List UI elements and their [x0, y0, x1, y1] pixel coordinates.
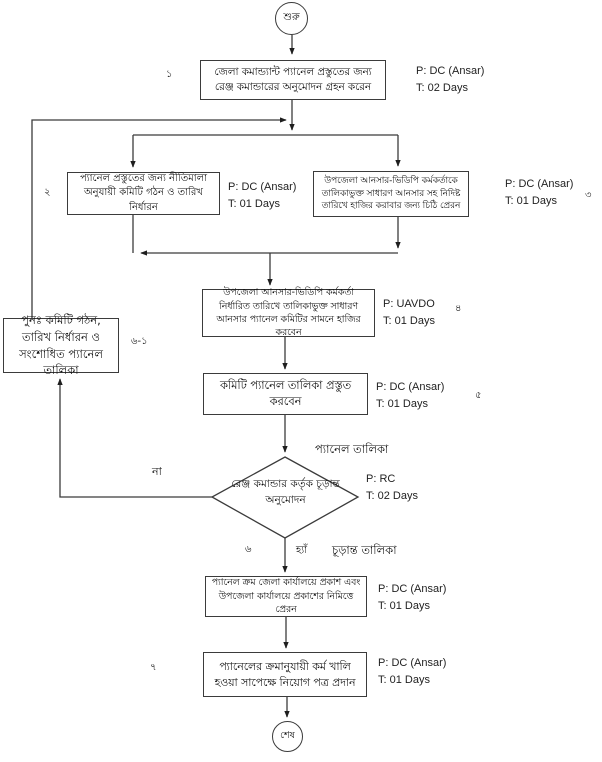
process-step-7-text: প্যানেলের ক্রমানুযায়ী কর্ম খালি হওয়া সাপেক্ষে নিয়োগ পত্র প্রদান	[214, 659, 356, 689]
step-7-number: ৭	[150, 662, 157, 673]
rework-step	[3, 313, 119, 378]
decision-yes-label: হ্যাঁ	[296, 545, 308, 556]
decision-no-label: না	[152, 465, 162, 478]
step-7-annotation	[378, 655, 446, 688]
decision-performer: P: RC	[366, 473, 396, 485]
process-step-6	[205, 576, 367, 617]
step-4-number: ৪	[455, 303, 462, 314]
step-1-number: ১	[166, 69, 173, 80]
step-3-time: T: 01 Days	[505, 194, 557, 207]
step-5-number: ৫	[475, 390, 482, 401]
end-terminator	[272, 721, 303, 752]
step-6-performer: P: DC (Ansar)	[378, 583, 447, 595]
decision-text: রেঞ্জ কমান্ডার কর্তৃক চূড়ান্ত অনুমোদন	[231, 478, 340, 506]
end-label: শেষ	[280, 730, 295, 741]
step-6-annotation	[378, 581, 446, 614]
process-step-6-text: প্যানেল ক্রম জেলা কার্যালয়ে প্রকাশ এবং উপজেলা কার্যালয়ে প্রকাশের নিমিত্তে প্রেরন	[211, 577, 361, 616]
step-3-number: ৩	[585, 190, 592, 201]
decision-input-label: প্যানেল তালিকা	[315, 442, 389, 456]
process-step-7	[203, 652, 367, 697]
step-7-time: T: 01 Days	[378, 673, 430, 686]
step-6-time: T: 01 Days	[378, 599, 430, 612]
process-step-5-text: কমিটি প্যানেল তালিকা প্রস্তুত করবেন	[219, 378, 352, 408]
decision-number: ৬	[245, 544, 252, 555]
step-4-time: T: 01 Days	[383, 314, 435, 327]
step-1-time: T: 02 Days	[416, 81, 468, 94]
process-step-4	[202, 289, 375, 337]
step-5-annotation	[376, 379, 444, 412]
step-3-annotation	[505, 176, 573, 209]
process-step-4-text: উপজেলা আনসার-ভিডিপি কর্মকর্তা নির্ধারিত তারিখে তালিকাভুক্ত সাধারণ আনসার প্যানেল কমিটির সামনে হাজির করবেন	[216, 287, 361, 339]
step-2-number: ২	[44, 187, 51, 198]
rework-step-number: ৬-১	[131, 336, 148, 347]
step-1-performer: P: DC (Ansar)	[416, 65, 485, 77]
step-5-performer: P: DC (Ansar)	[376, 381, 445, 393]
decision-annotation	[366, 471, 418, 504]
process-step-3-text: উপজেলা আনসার-ভিডিপি কর্মকর্তাকে তালিকাভুক্ত সাধারণ আনসার সহ নিদিষ্ট তারিখে হাজির করাবার জন্য চিঠি প্রেরন	[321, 175, 461, 212]
decision-time: T: 02 Days	[366, 489, 418, 502]
process-step-1-text: জেলা কমান্ড্যান্ট প্যানেল প্রস্তুতের জন্য রেঞ্জ কমান্ডারের অনুমোদন গ্রহন করেন	[214, 66, 372, 93]
process-step-2-text: প্যানেল প্রস্তুতের জন্য নীতিমালা অনুযায়ী কমিটি গঠন ও তারিখ নির্ধারন	[79, 172, 208, 213]
process-step-1	[200, 60, 386, 100]
rework-step-text: পুনঃ কমিটি গঠন, তারিখ নির্ধারন ও সংশোধিত প্যানেল তালিকা	[19, 313, 103, 378]
decision-output-label: চূড়ান্ত তালিকা	[332, 543, 397, 557]
step-2-performer: P: DC (Ansar)	[228, 181, 297, 193]
start-terminator	[275, 2, 308, 35]
step-7-performer: P: DC (Ansar)	[378, 657, 447, 669]
process-step-3	[313, 171, 469, 217]
process-step-5	[203, 373, 368, 415]
step-3-performer: P: DC (Ansar)	[505, 178, 574, 190]
step-2-annotation	[228, 179, 296, 212]
connector-no-path	[60, 379, 212, 497]
step-4-performer: P: UAVDO	[383, 298, 435, 310]
step-5-time: T: 01 Days	[376, 397, 428, 410]
step-4-annotation	[383, 296, 435, 329]
step-1-annotation	[416, 63, 484, 96]
process-step-2	[67, 172, 220, 215]
start-label: শুরু	[283, 12, 300, 23]
step-2-time: T: 01 Days	[228, 197, 280, 210]
